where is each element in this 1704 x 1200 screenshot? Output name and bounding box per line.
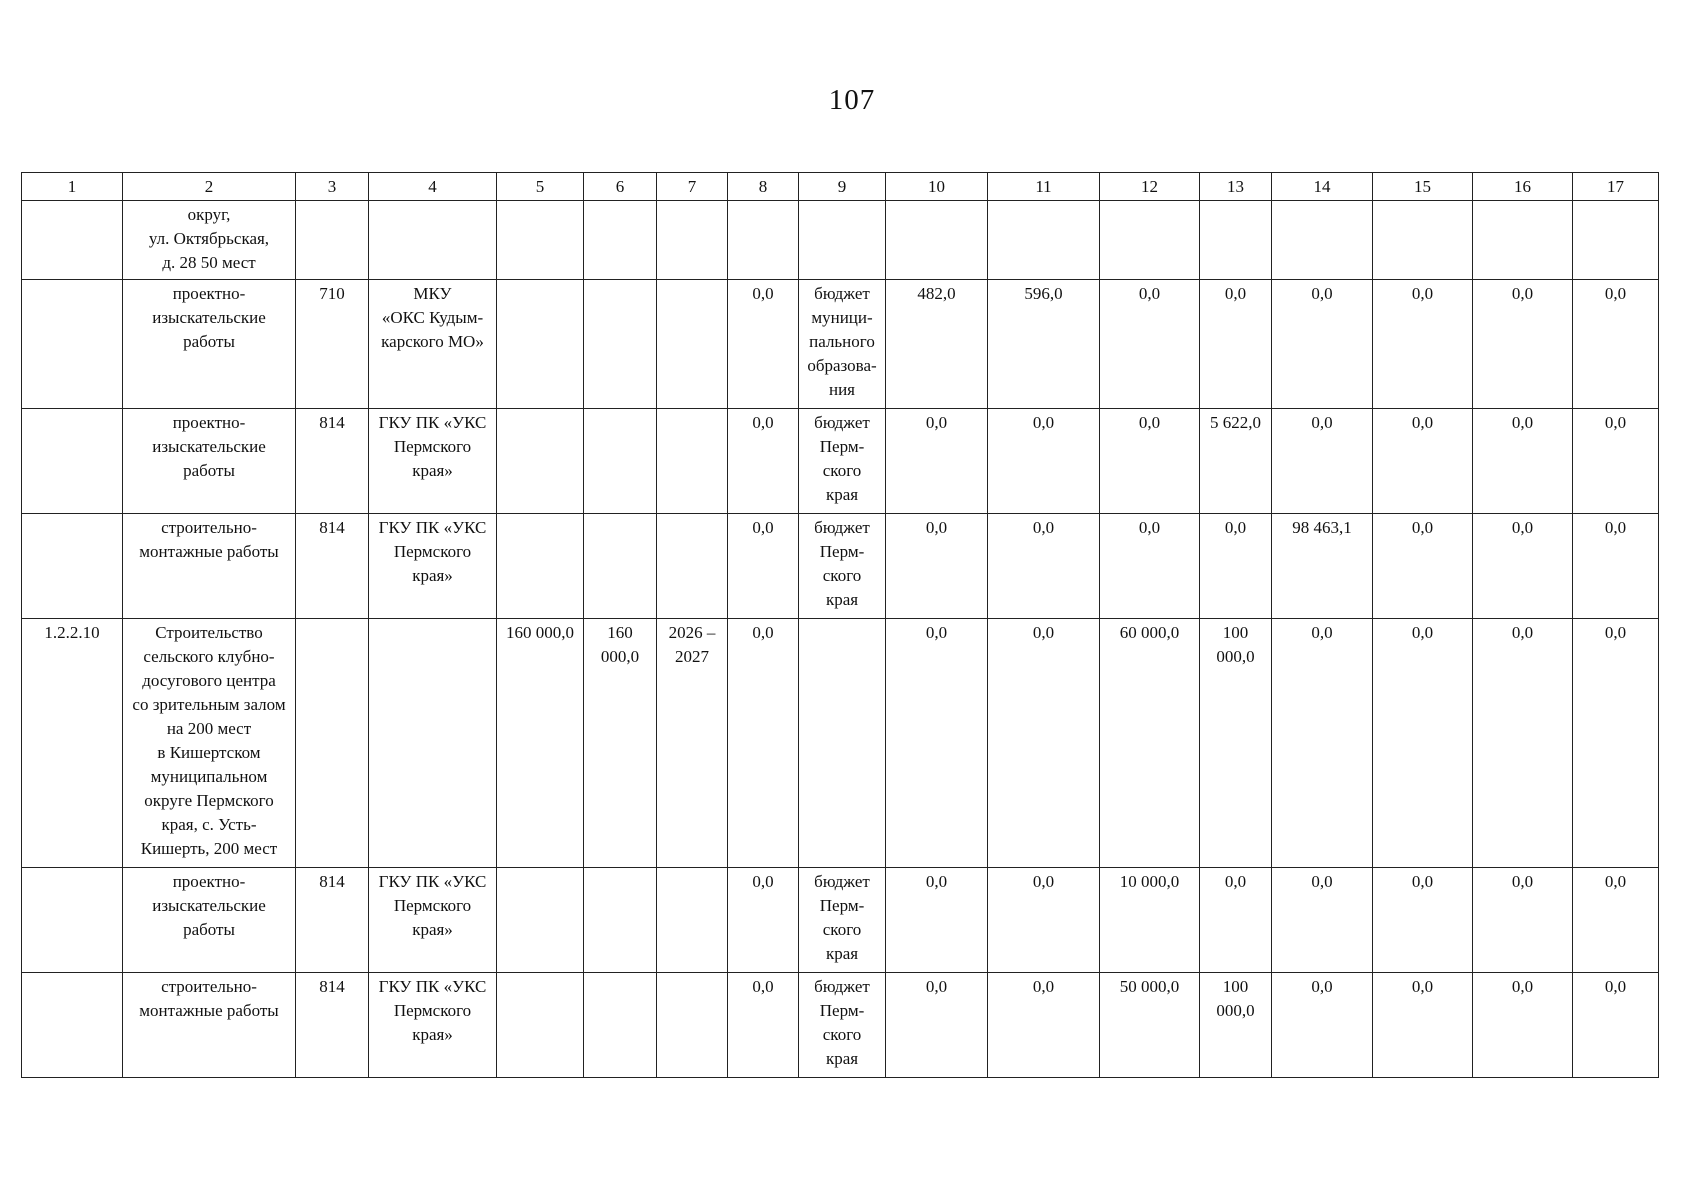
cell-col-8 (728, 280, 799, 409)
cell-text: 0,0 (752, 872, 774, 891)
table-row (22, 868, 1659, 973)
column-header-2: 2 (123, 173, 296, 201)
cell-executor (369, 619, 497, 868)
cell-col-15 (1373, 619, 1473, 868)
column-header-4: 4 (369, 173, 497, 201)
cell-text: 0,0 (1032, 518, 1055, 537)
cell-col-13 (1200, 868, 1272, 973)
cell-text: 0,0 (1604, 977, 1627, 996)
cell-col-10 (886, 514, 988, 619)
cell-text: 0,0 (1604, 284, 1627, 303)
cell-text: 596,0 (1024, 284, 1063, 303)
cell-text: 0,0 (752, 284, 774, 303)
cell-col-16 (1473, 619, 1573, 868)
column-header-15: 15 (1373, 173, 1473, 201)
cell-text: 0,0 (925, 872, 948, 891)
cell-text: 814 (319, 977, 345, 996)
cell-work-name (123, 868, 296, 973)
cell-work-name (123, 619, 296, 868)
cell-executor (369, 280, 497, 409)
cell-text: 482,0 (917, 284, 956, 303)
cell-text: 0,0 (1411, 872, 1434, 891)
table-row (22, 619, 1659, 868)
cell-col-12 (1100, 619, 1200, 868)
cell-row-number (22, 514, 123, 619)
column-header-9: 9 (799, 173, 886, 201)
cell-text: Строительство сельского клубно- досугового центра со зрительным залом на 200 мест в Кишертском муниципальном округе Пермского края, с. Усть- Кишерть, 200 мест (132, 623, 286, 858)
cell-text: 100 000,0 (1216, 623, 1255, 666)
cell-text: 0,0 (1224, 518, 1247, 537)
cell-col-12 (1100, 514, 1200, 619)
cell-col-17 (1573, 409, 1659, 514)
cell-funding-source (799, 409, 886, 514)
cell-total-cost (497, 514, 584, 619)
cell-col-16 (1473, 514, 1573, 619)
cell-funding-source (799, 201, 886, 280)
cell-text: ГКУ ПК «УКС Пермского края» (378, 977, 487, 1044)
cell-text: 0,0 (752, 413, 774, 432)
cell-code (296, 973, 369, 1078)
cell-text: 0,0 (1311, 623, 1333, 642)
cell-text: 0,0 (1138, 284, 1161, 303)
cell-col-14 (1272, 619, 1373, 868)
cell-col-12 (1100, 280, 1200, 409)
budget-table (21, 172, 1659, 1078)
cell-text: 0,0 (1604, 872, 1627, 891)
cell-total-cost (497, 280, 584, 409)
cell-text: бюджет Перм- ского края (814, 518, 870, 609)
cell-text: 0,0 (1411, 284, 1434, 303)
cell-col-13 (1200, 973, 1272, 1078)
cell-row-number (22, 280, 123, 409)
cell-col-17 (1573, 973, 1659, 1078)
cell-col-16 (1473, 409, 1573, 514)
cell-text: ГКУ ПК «УКС Пермского края» (378, 413, 487, 480)
cell-text: 0,0 (1511, 872, 1534, 891)
cell-total-cost (497, 409, 584, 514)
cell-remaining-cost (584, 619, 657, 868)
cell-col-8 (728, 619, 799, 868)
cell-text: строительно- монтажные работы (139, 518, 279, 561)
cell-code (296, 201, 369, 280)
cell-col-15 (1373, 868, 1473, 973)
cell-col-17 (1573, 280, 1659, 409)
cell-text: бюджет Перм- ского края (814, 872, 870, 963)
cell-col-14 (1272, 514, 1373, 619)
cell-total-cost (497, 868, 584, 973)
cell-remaining-cost (584, 514, 657, 619)
cell-code (296, 514, 369, 619)
cell-col-8 (728, 514, 799, 619)
cell-text: бюджет Перм- ского края (814, 413, 870, 504)
cell-text: 0,0 (1032, 872, 1055, 891)
cell-funding-source (799, 280, 886, 409)
cell-text: 100 000,0 (1216, 977, 1255, 1020)
cell-remaining-cost (584, 280, 657, 409)
cell-text: 0,0 (1032, 413, 1055, 432)
cell-text: 0,0 (1604, 623, 1627, 642)
cell-col-12 (1100, 201, 1200, 280)
cell-col-14 (1272, 280, 1373, 409)
column-header-3: 3 (296, 173, 369, 201)
column-header-17: 17 (1573, 173, 1659, 201)
cell-period (657, 619, 728, 868)
cell-col-11 (988, 868, 1100, 973)
cell-col-13 (1200, 409, 1272, 514)
cell-text: 160 000,0 (506, 623, 574, 642)
cell-code (296, 868, 369, 973)
cell-text: проектно- изыскательские работы (152, 872, 266, 939)
cell-executor (369, 409, 497, 514)
cell-text: 0,0 (1311, 977, 1333, 996)
cell-code (296, 409, 369, 514)
cell-text: бюджет Перм- ского края (814, 977, 870, 1068)
column-header-8: 8 (728, 173, 799, 201)
cell-text: 0,0 (1411, 413, 1434, 432)
page-number: 107 (828, 84, 876, 116)
cell-text: 0,0 (1224, 872, 1247, 891)
cell-work-name (123, 973, 296, 1078)
cell-row-number (22, 409, 123, 514)
cell-text: 10 000,0 (1119, 872, 1180, 891)
cell-col-15 (1373, 280, 1473, 409)
cell-col-8 (728, 868, 799, 973)
cell-col-15 (1373, 201, 1473, 280)
cell-col-15 (1373, 409, 1473, 514)
cell-col-11 (988, 409, 1100, 514)
cell-col-13 (1200, 280, 1272, 409)
cell-text: 0,0 (1224, 284, 1247, 303)
cell-text: 0,0 (1032, 623, 1055, 642)
cell-text: 0,0 (1138, 518, 1161, 537)
cell-col-14 (1272, 409, 1373, 514)
cell-funding-source (799, 868, 886, 973)
table-row (22, 280, 1659, 409)
table-row (22, 201, 1659, 280)
column-header-1: 1 (22, 173, 123, 201)
table-row (22, 409, 1659, 514)
cell-executor (369, 514, 497, 619)
cell-text: 160 000,0 (600, 623, 640, 666)
cell-text: 0,0 (925, 977, 948, 996)
cell-work-name (123, 280, 296, 409)
cell-text: ГКУ ПК «УКС Пермского края» (378, 872, 487, 939)
cell-text: 0,0 (1604, 413, 1627, 432)
cell-text: 0,0 (1411, 623, 1434, 642)
cell-text: 814 (319, 518, 345, 537)
column-header-12: 12 (1100, 173, 1200, 201)
cell-col-13 (1200, 619, 1272, 868)
cell-code (296, 280, 369, 409)
cell-text: 5 622,0 (1210, 413, 1261, 432)
cell-text: 60 000,0 (1119, 623, 1180, 642)
cell-code (296, 619, 369, 868)
cell-period (657, 409, 728, 514)
column-header-5: 5 (497, 173, 584, 201)
cell-text: 0,0 (752, 518, 774, 537)
cell-text: 0,0 (1138, 413, 1161, 432)
cell-text: 0,0 (925, 518, 948, 537)
cell-text: 0,0 (1411, 977, 1434, 996)
cell-col-13 (1200, 514, 1272, 619)
cell-executor (369, 973, 497, 1078)
cell-text: 0,0 (1604, 518, 1627, 537)
cell-col-14 (1272, 201, 1373, 280)
cell-col-11 (988, 280, 1100, 409)
cell-text: 0,0 (752, 623, 774, 642)
table-row (22, 514, 1659, 619)
cell-total-cost (497, 201, 584, 280)
cell-col-16 (1473, 868, 1573, 973)
cell-work-name (123, 514, 296, 619)
cell-period (657, 280, 728, 409)
cell-text: 1.2.2.10 (44, 623, 100, 642)
cell-text: 0,0 (1311, 413, 1333, 432)
cell-text: 98 463,1 (1292, 518, 1352, 537)
cell-executor (369, 201, 497, 280)
cell-col-16 (1473, 973, 1573, 1078)
cell-text: 0,0 (1511, 623, 1534, 642)
cell-period (657, 201, 728, 280)
cell-col-10 (886, 280, 988, 409)
cell-row-number (22, 201, 123, 280)
cell-text: 0,0 (1511, 284, 1534, 303)
cell-row-number (22, 973, 123, 1078)
cell-text: 0,0 (1311, 284, 1333, 303)
cell-col-8 (728, 973, 799, 1078)
cell-text: 0,0 (1311, 872, 1333, 891)
cell-col-10 (886, 868, 988, 973)
cell-text: 0,0 (925, 623, 948, 642)
column-header-7: 7 (657, 173, 728, 201)
cell-col-10 (886, 973, 988, 1078)
cell-row-number (22, 619, 123, 868)
cell-col-12 (1100, 868, 1200, 973)
cell-period (657, 868, 728, 973)
column-header-16: 16 (1473, 173, 1573, 201)
cell-text: 0,0 (1511, 977, 1534, 996)
cell-remaining-cost (584, 409, 657, 514)
cell-col-17 (1573, 619, 1659, 868)
cell-text: 0,0 (1511, 518, 1534, 537)
cell-funding-source (799, 514, 886, 619)
cell-text: 710 (319, 284, 345, 303)
cell-work-name (123, 409, 296, 514)
cell-col-14 (1272, 868, 1373, 973)
cell-remaining-cost (584, 868, 657, 973)
column-header-14: 14 (1272, 173, 1373, 201)
cell-col-15 (1373, 973, 1473, 1078)
cell-col-17 (1573, 201, 1659, 280)
cell-col-11 (988, 973, 1100, 1078)
column-header-11: 11 (988, 173, 1100, 201)
cell-col-10 (886, 409, 988, 514)
cell-col-8 (728, 201, 799, 280)
table-row (22, 973, 1659, 1078)
header-row (22, 173, 1659, 201)
cell-col-15 (1373, 514, 1473, 619)
cell-funding-source (799, 973, 886, 1078)
cell-text: строительно- монтажные работы (139, 977, 279, 1020)
cell-col-16 (1473, 201, 1573, 280)
cell-text: проектно- изыскательские работы (152, 413, 266, 480)
cell-funding-source (799, 619, 886, 868)
cell-text: 2026 – 2027 (668, 623, 716, 666)
cell-col-16 (1473, 280, 1573, 409)
cell-text: 0,0 (1411, 518, 1434, 537)
cell-text: 0,0 (925, 413, 948, 432)
cell-text: 0,0 (1511, 413, 1534, 432)
cell-work-name (123, 201, 296, 280)
cell-col-11 (988, 201, 1100, 280)
cell-text: 0,0 (1032, 977, 1055, 996)
cell-period (657, 514, 728, 619)
column-header-13: 13 (1200, 173, 1272, 201)
cell-text: 50 000,0 (1119, 977, 1180, 996)
column-header-10: 10 (886, 173, 988, 201)
cell-remaining-cost (584, 973, 657, 1078)
cell-text: бюджет муници- пального образова- ния (807, 284, 877, 399)
cell-total-cost (497, 973, 584, 1078)
cell-text: МКУ «ОКС Кудым- карского МО» (381, 284, 484, 351)
cell-col-10 (886, 201, 988, 280)
cell-col-12 (1100, 973, 1200, 1078)
cell-col-8 (728, 409, 799, 514)
cell-text: округ, ул. Октябрьская, д. 28 50 мест (148, 205, 270, 272)
cell-col-11 (988, 619, 1100, 868)
cell-total-cost (497, 619, 584, 868)
cell-remaining-cost (584, 201, 657, 280)
cell-col-14 (1272, 973, 1373, 1078)
cell-executor (369, 868, 497, 973)
cell-text: 814 (319, 413, 345, 432)
cell-text: 814 (319, 872, 345, 891)
cell-text: 0,0 (752, 977, 774, 996)
cell-text: ГКУ ПК «УКС Пермского края» (378, 518, 487, 585)
cell-col-10 (886, 619, 988, 868)
cell-text: проектно- изыскательские работы (152, 284, 266, 351)
cell-col-17 (1573, 514, 1659, 619)
cell-col-17 (1573, 868, 1659, 973)
cell-col-13 (1200, 201, 1272, 280)
column-header-6: 6 (584, 173, 657, 201)
cell-col-11 (988, 514, 1100, 619)
cell-col-12 (1100, 409, 1200, 514)
cell-row-number (22, 868, 123, 973)
cell-period (657, 973, 728, 1078)
